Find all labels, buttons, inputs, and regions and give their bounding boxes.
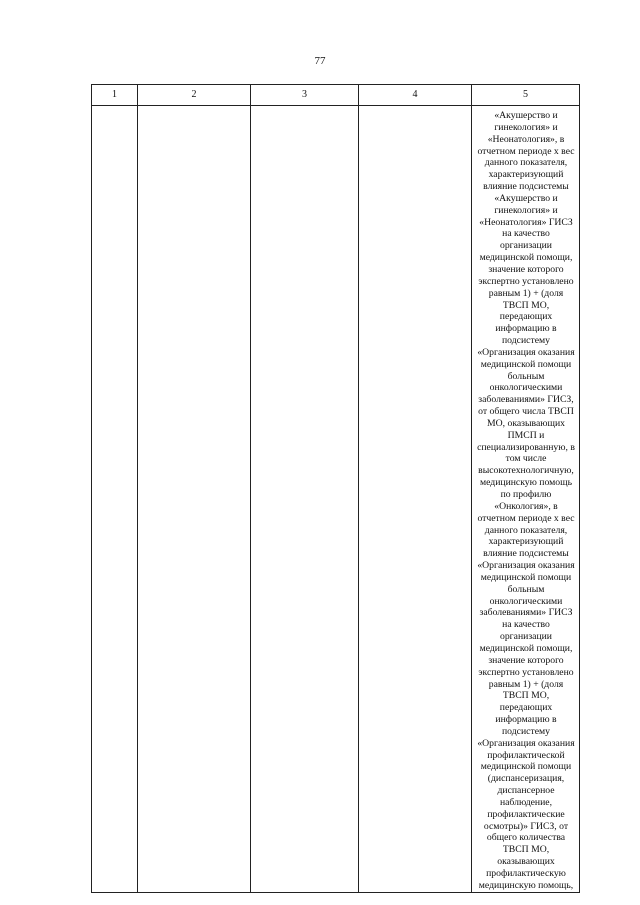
table-cell-col5 xyxy=(472,106,580,893)
table-cell-col3 xyxy=(251,106,359,893)
column-header-3: 3 xyxy=(251,85,359,106)
formula-text: «Акушерство и гинекология» и «Неонатология», в отчетном периоде х вес данного показателя, характеризующий влияние подсистемы «Акушерство и гинекология» и «Неонатология» ГИСЗ на качество организации медицинской помощи, значение которого экспертно установлено равным 1) + (доля ТВСП МО, передающих информацию в подсистему «Организация оказания медицинской помощи больным онкологическими заболеваниями» ГИСЗ, от общего числа ТВСП МО, оказывающих ПМСП и специализированную, в том числе высокотехнологичную, медицинскую помощь по профилю «Онкология», в отчетном периоде х вес данного показателя, характеризующий влияние подсистемы «Организация оказания медицинской помощи больным онкологическими заболеваниями» ГИСЗ на качество организации медицинской помощи, значение которого экспертно установлено равным 1) + (доля ТВСП МО, передающих информацию в подсистему «Организация оказания профилактической медицинской помощи (диспансеризация, диспансерное наблюдение, профилактические осмотры)» ГИСЗ, от общего количества ТВСП МО, оказывающих профилактическую медицинскую помощь, xyxy=(477,110,575,891)
column-header-2: 2 xyxy=(138,85,251,106)
table-cell-col4 xyxy=(359,106,472,893)
document-table xyxy=(91,84,580,893)
table-header-row xyxy=(92,85,580,106)
column-header-4: 4 xyxy=(359,85,472,106)
table-cell-col2 xyxy=(138,106,251,893)
column-header-5: 5 xyxy=(472,85,580,106)
table-row xyxy=(92,106,580,893)
table-cell-col1 xyxy=(92,106,138,893)
column-header-1: 1 xyxy=(92,85,138,106)
page-number: 77 xyxy=(314,55,326,67)
